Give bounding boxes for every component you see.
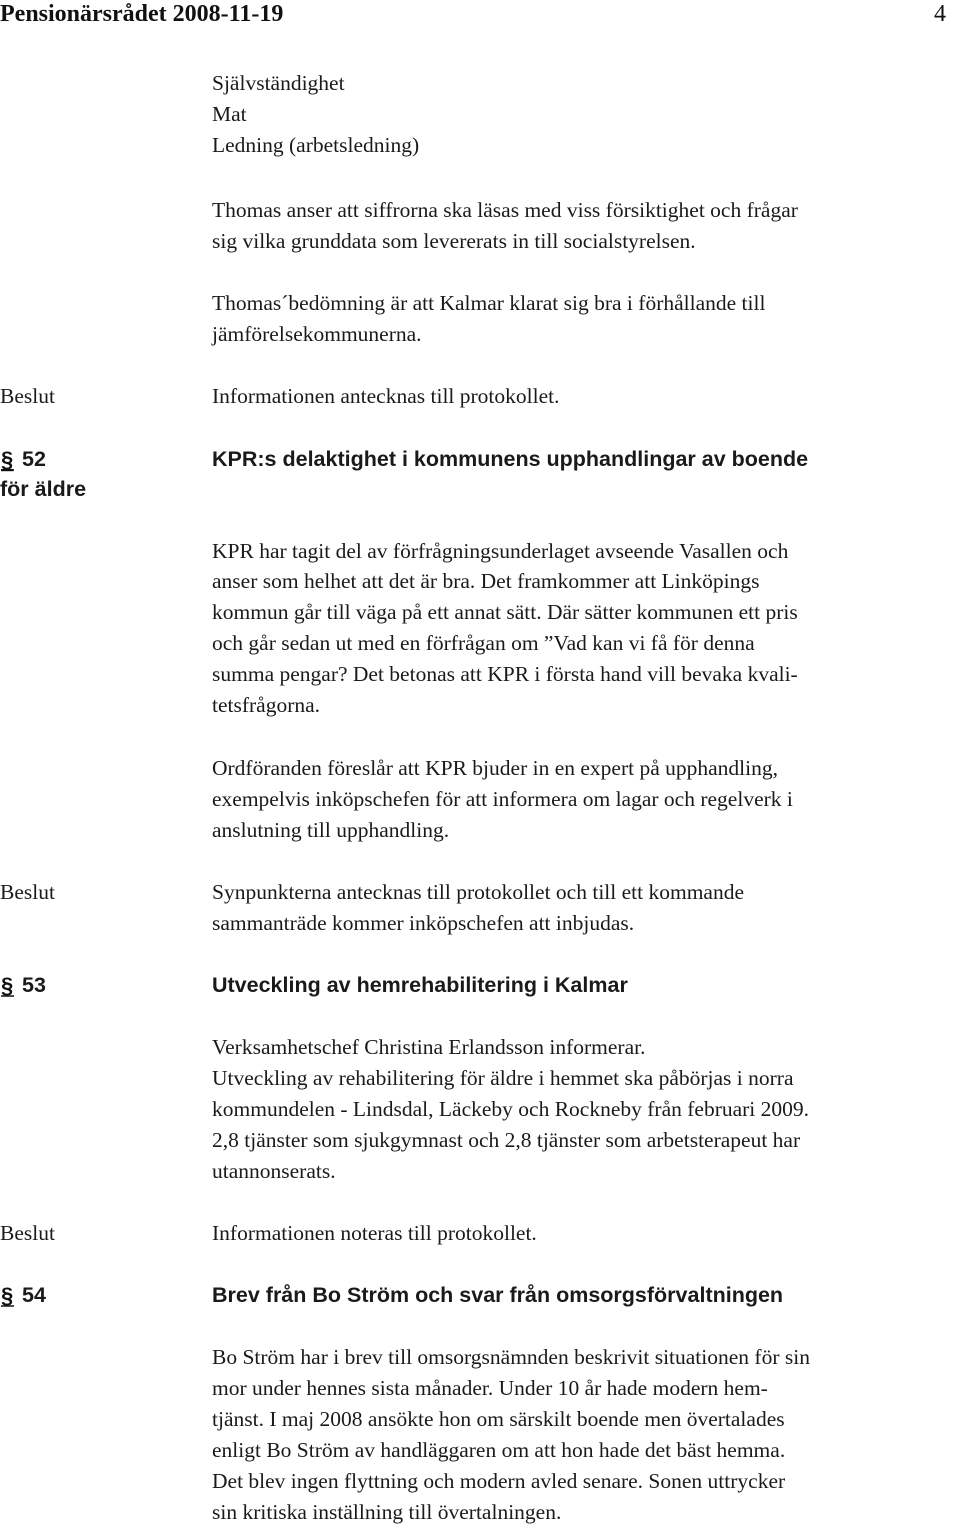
section-number: 54 — [22, 1283, 46, 1307]
paragraph-line: KPR har tagit del av förfrågningsunderlaget avseende Vasallen och — [212, 539, 789, 563]
section-sign-icon — [0, 970, 20, 1000]
decision-label: Beslut — [0, 880, 55, 904]
list-item: Självständighet — [212, 71, 345, 95]
paragraph-line: tetsfrågorna. — [212, 693, 321, 717]
paragraph-line: utannonserats. — [212, 1159, 336, 1183]
paragraph-line: tjänst. I maj 2008 ansökte hon om särskilt boende men övertalades — [212, 1407, 785, 1431]
paragraph-line: Thomas´bedömning är att Kalmar klarat sig bra i förhållande till — [212, 291, 766, 315]
paragraph-line: kommun går till väga på ett annat sätt. Där sätter kommunen ett pris — [212, 600, 798, 624]
paragraph-line: 2,8 tjänster som sjukgymnast och 2,8 tjänster som arbetsterapeut har — [212, 1128, 801, 1152]
decision-label: Beslut — [0, 1221, 55, 1245]
decision-text: Informationen antecknas till protokollet. — [212, 384, 560, 408]
section-title: Utveckling av hemrehabilitering i Kalmar — [212, 973, 628, 997]
section-number: 52 — [22, 447, 46, 471]
section-title-line: KPR:s delaktighet i kommunens upphandlingar av boende — [212, 447, 809, 471]
svg-text:§: § — [1, 447, 14, 472]
paragraph-line: jämförelsekommunerna. — [212, 322, 422, 346]
decision-text: sammanträde kommer inköpschefen att inbjudas. — [212, 911, 635, 935]
paragraph-line: och går sedan ut med en förfrågan om ”Vad kan vi få för denna — [212, 631, 755, 655]
paragraph-line: enligt Bo Ström av handläggaren om att hon hade det bäst hemma. — [212, 1438, 786, 1462]
list-item: Mat — [212, 102, 247, 126]
paragraph-line: Bo Ström har i brev till omsorgsnämnden beskrivit situationen för sin — [212, 1345, 810, 1369]
svg-text:§: § — [1, 1283, 14, 1308]
paragraph-line: Verksamhetschef Christina Erlandsson informerar. — [212, 1035, 646, 1059]
decision-text: Synpunkterna antecknas till protokollet och till ett kommande — [212, 880, 745, 904]
paragraph-line: Thomas anser att siffrorna ska läsas med viss försiktighet och frågar — [212, 198, 798, 222]
section-title: Brev från Bo Ström och svar från omsorgsförvaltningen — [212, 1283, 784, 1307]
paragraph-line: summa pengar? Det betonas att KPR i första hand vill bevaka kvali- — [212, 662, 798, 686]
paragraph-line: sig vilka grunddata som levererats in till socialstyrelsen. — [212, 229, 696, 253]
paragraph-line: anser som helhet att det är bra. Det framkommer att Linköpings — [212, 569, 760, 593]
paragraph-line: anslutning till upphandling. — [212, 818, 450, 842]
paragraph-line: Utveckling av rehabilitering för äldre i hemmet ska påbörjas i norra — [212, 1066, 794, 1090]
paragraph-line: kommundelen - Lindsdal, Läckeby och Rockneby från februari 2009. — [212, 1097, 810, 1121]
section-title-line: för äldre — [0, 477, 87, 501]
svg-text:§: § — [1, 973, 14, 998]
page-header-title: Pensionärsrådet 2008-11-19 — [0, 1, 284, 27]
section-sign-icon — [0, 444, 20, 474]
paragraph-line: exempelvis inköpschefen för att informera om lagar och regelverk i — [212, 787, 793, 811]
paragraph-line: mor under hennes sista månader. Under 10 år hade modern hem- — [212, 1376, 768, 1400]
decision-text: Informationen noteras till protokollet. — [212, 1221, 537, 1245]
section-number: 53 — [22, 973, 46, 997]
section-sign-icon — [0, 1280, 20, 1310]
decision-label: Beslut — [0, 384, 55, 408]
paragraph-line: Det blev ingen flyttning och modern avled senare. Sonen uttrycker — [212, 1469, 786, 1493]
page-number: 4 — [934, 1, 946, 27]
paragraph-line: sin kritiska inställning till övertalningen. — [212, 1500, 562, 1524]
list-item: Ledning (arbetsledning) — [212, 133, 420, 157]
paragraph-line: Ordföranden föreslår att KPR bjuder in en expert på upphandling, — [212, 756, 779, 780]
